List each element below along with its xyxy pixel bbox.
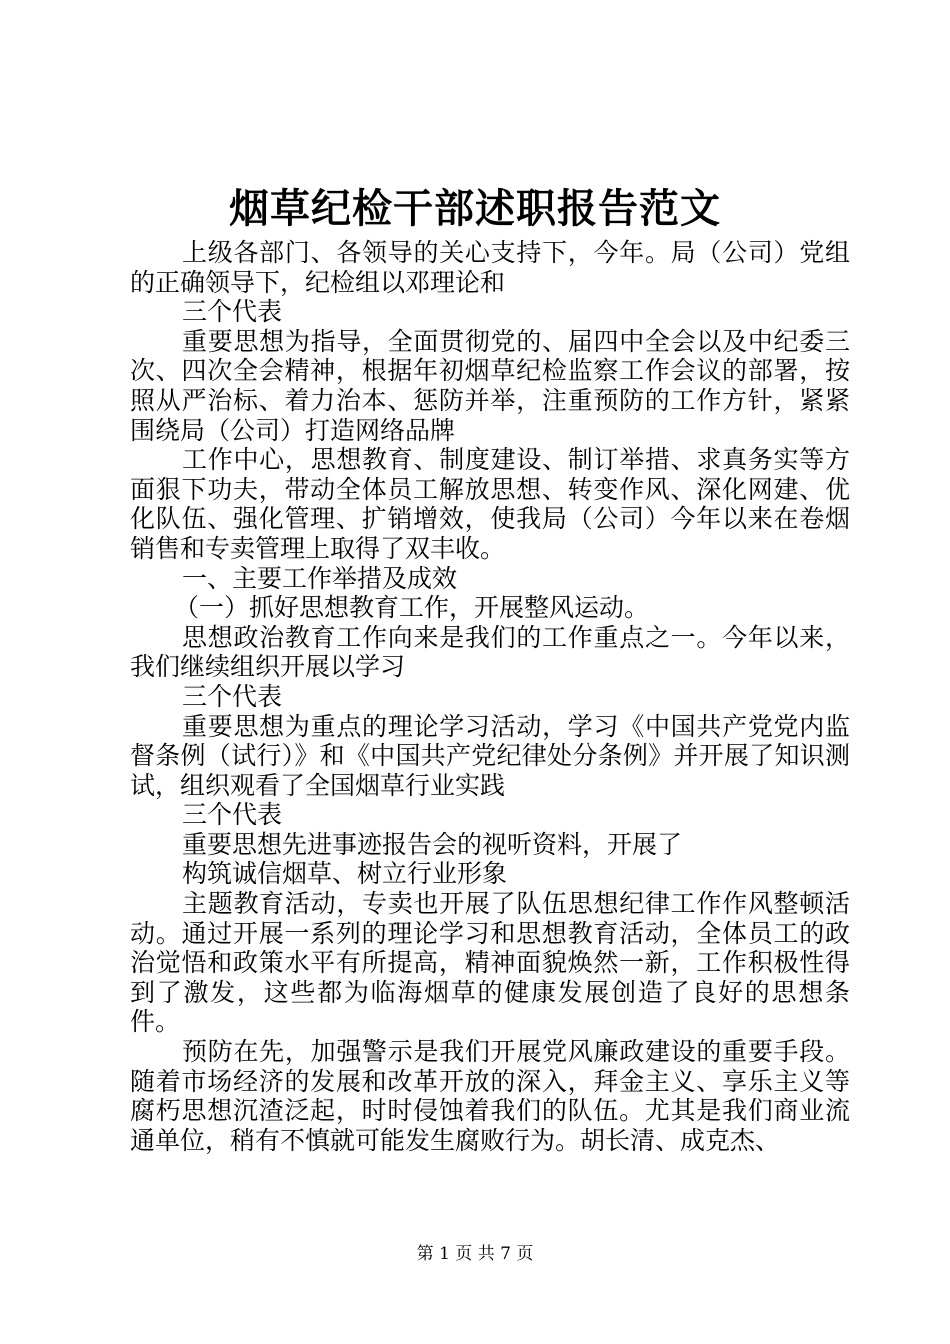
paragraph: 主题教育活动，专卖也开展了队伍思想纪律工作作风整顿活动。通过开展一系列的理论学习和思想教育活动，全体员工的政治觉悟和政策水平有所提高，精神面貌焕然一新，工作积极性得到了激发，这些都为临海烟草的健康发展创造了良好的思想条件。 [130, 889, 850, 1037]
document-title: 烟草纪检干部述职报告范文 [229, 185, 721, 232]
paragraph: 上级各部门、各领导的关心支持下，今年。局（公司）党组的正确领导下，纪检组以邓理论和 [130, 238, 850, 297]
subsection-heading: （一）抓好思想教育工作，开展整风运动。 [174, 593, 650, 623]
paragraph: 重要思想为重点的理论学习活动，学习《中国共产党党内监督条例（试行）》和《中国共产党纪律处分条例》并开展了知识测试，组织观看了全国烟草行业实践 [130, 711, 850, 800]
paragraph: 重要思想为指导，全面贯彻党的、届四中全会以及中纪委三次、四次全会精神，根据年初烟草纪检监察工作会议的部署，按照从严治标、着力治本、惩防并举，注重预防的工作方针，紧紧围绕局（公司）打造网络品牌 [130, 326, 850, 445]
page-footer: 第 1 页 共 7 页 [416, 1244, 534, 1264]
paragraph: 重要思想先进事迹报告会的视听资料，开展了 [182, 829, 683, 859]
paragraph: 构筑诚信烟草、树立行业形象 [182, 859, 508, 889]
document-body [130, 238, 850, 1155]
paragraph: 三个代表 [182, 297, 283, 327]
paragraph: 三个代表 [182, 800, 283, 830]
paragraph: 工作中心，思想教育、制度建设、制订举措、求真务实等方面狠下功夫，带动全体员工解放思想、转变作风、深化网建、优化队伍、强化管理、扩销增效，使我局（公司）今年以来在卷烟销售和专卖管理上取得了双丰收。 [130, 445, 850, 563]
paragraph: 预防在先，加强警示是我们开展党风廉政建设的重要手段。随着市场经济的发展和改革开放的深入，拜金主义、享乐主义等腐朽思想沉渣泛起，时时侵蚀着我们的队伍。尤其是我们商业流通单位，稍有不慎就可能发生腐败行为。胡长清、成克杰、 [130, 1037, 850, 1155]
paragraph: 思想政治教育工作向来是我们的工作重点之一。今年以来，我们继续组织开展以学习 [130, 622, 850, 682]
section-heading: 一、主要工作举措及成效 [182, 563, 458, 593]
paragraph: 三个代表 [182, 681, 283, 711]
